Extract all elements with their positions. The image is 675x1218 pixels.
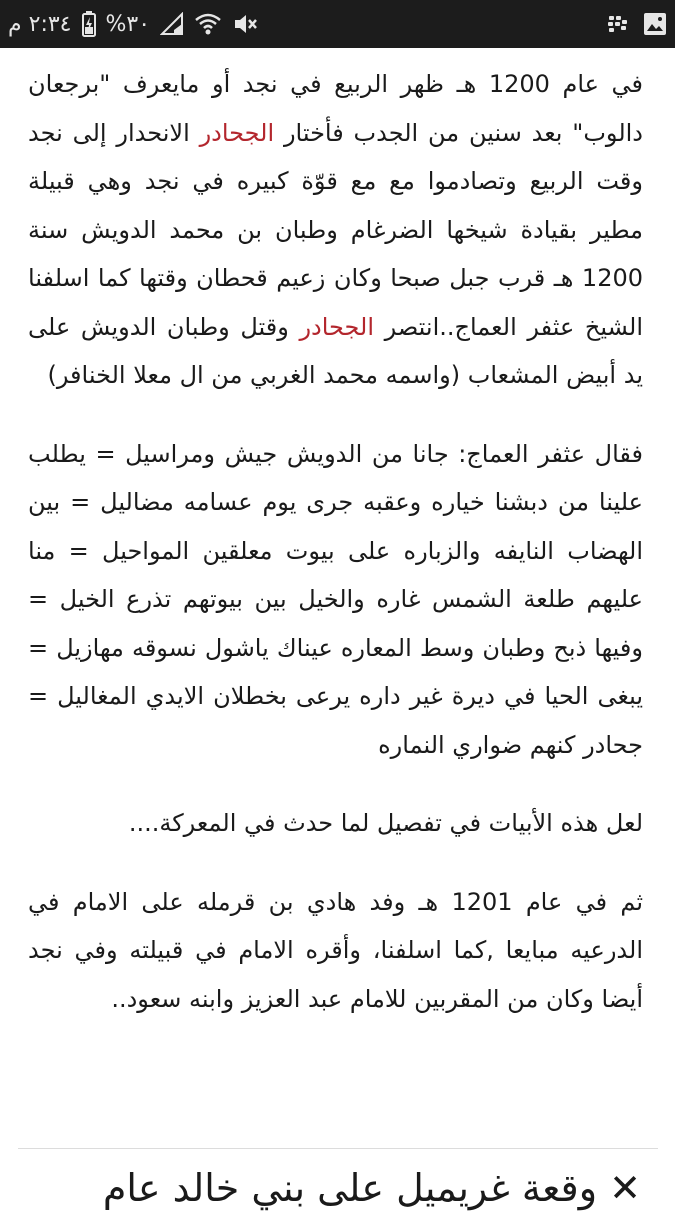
clock: ٢:٣٤ م <box>8 11 72 37</box>
article-body <box>0 48 675 1200</box>
gallery-icon <box>643 12 667 36</box>
section-divider <box>18 1148 658 1149</box>
highlighted-term: الجحادر <box>199 118 275 147</box>
paragraph-text: الانحدار إلى نجد وقت الربيع وتصادموا مع مع قوّة كبيره في نجد وهي قبيلة مطير بقيادة شيخها الضرغام وطبان بن محمد الدويش سنة 1200 هـ قرب جبل صبحا وكان زعيم قحطان وقتها كما اسلفنا الشيخ عثفر العماج..انتصر <box>28 118 643 341</box>
paragraph-text: في عام 1200 هـ ظهر الربيع في نجد أو مايعرف "برجعان دالوب" بعد سنين من الجدب فأختار <box>28 70 644 147</box>
paragraph-note: لعل هذه الأبيات في تفصيل لما حدث في المعركة.... <box>128 809 643 837</box>
paragraph-history-1201: ثم في عام 1201 هـ وفد هادي بن قرمله على الامام في الدرعيه مبايعا ,كما اسلفنا، وأقره الامام في قبيلته وفي نجد أيضا وكان من المقربين للامام عبد العزيز وابنه سعود.. <box>28 887 643 1013</box>
highlighted-term: الجحادر <box>299 312 374 341</box>
battery-percent: %٣٠ <box>105 11 151 37</box>
next-section-heading: ✕ وقعة غريميل على بني خالد عام <box>102 1166 641 1210</box>
paragraph-text: وقتل وطبان الدويش على يد أبيض المشعاب (واسمه محمد الغربي من ال معلا الخنافر) <box>28 312 643 389</box>
battery-icon <box>82 11 96 37</box>
mute-icon <box>232 12 258 36</box>
status-right <box>607 12 667 36</box>
status-bar <box>0 0 675 48</box>
paragraph-history-1200 <box>28 60 643 400</box>
paragraph-poem: فقال عثفر العماج: جانا من الدويش جيش ومراسيل = يطلب علينا من دبشنا خياره وعقبه جرى يوم عسامه مضاليل = بين الهضاب النايفه والزباره على بيوت معلقين المواحيل = منا عليهم طلعة الشمس غاره والخيل بين بيوتهم تذرع الخيل = وفيها ذبح وطبان وسط المعاره عيناك ياشول نسوقه مهازيل = يبغى الحيا في ديرة غير داره يرعى بخطلان الايدي المغاليل = جحادر كنهم ضواري النماره <box>28 439 643 759</box>
signal-icon <box>160 12 184 36</box>
blackberry-icon <box>607 14 629 34</box>
wifi-icon <box>194 12 222 36</box>
status-left <box>8 11 258 37</box>
